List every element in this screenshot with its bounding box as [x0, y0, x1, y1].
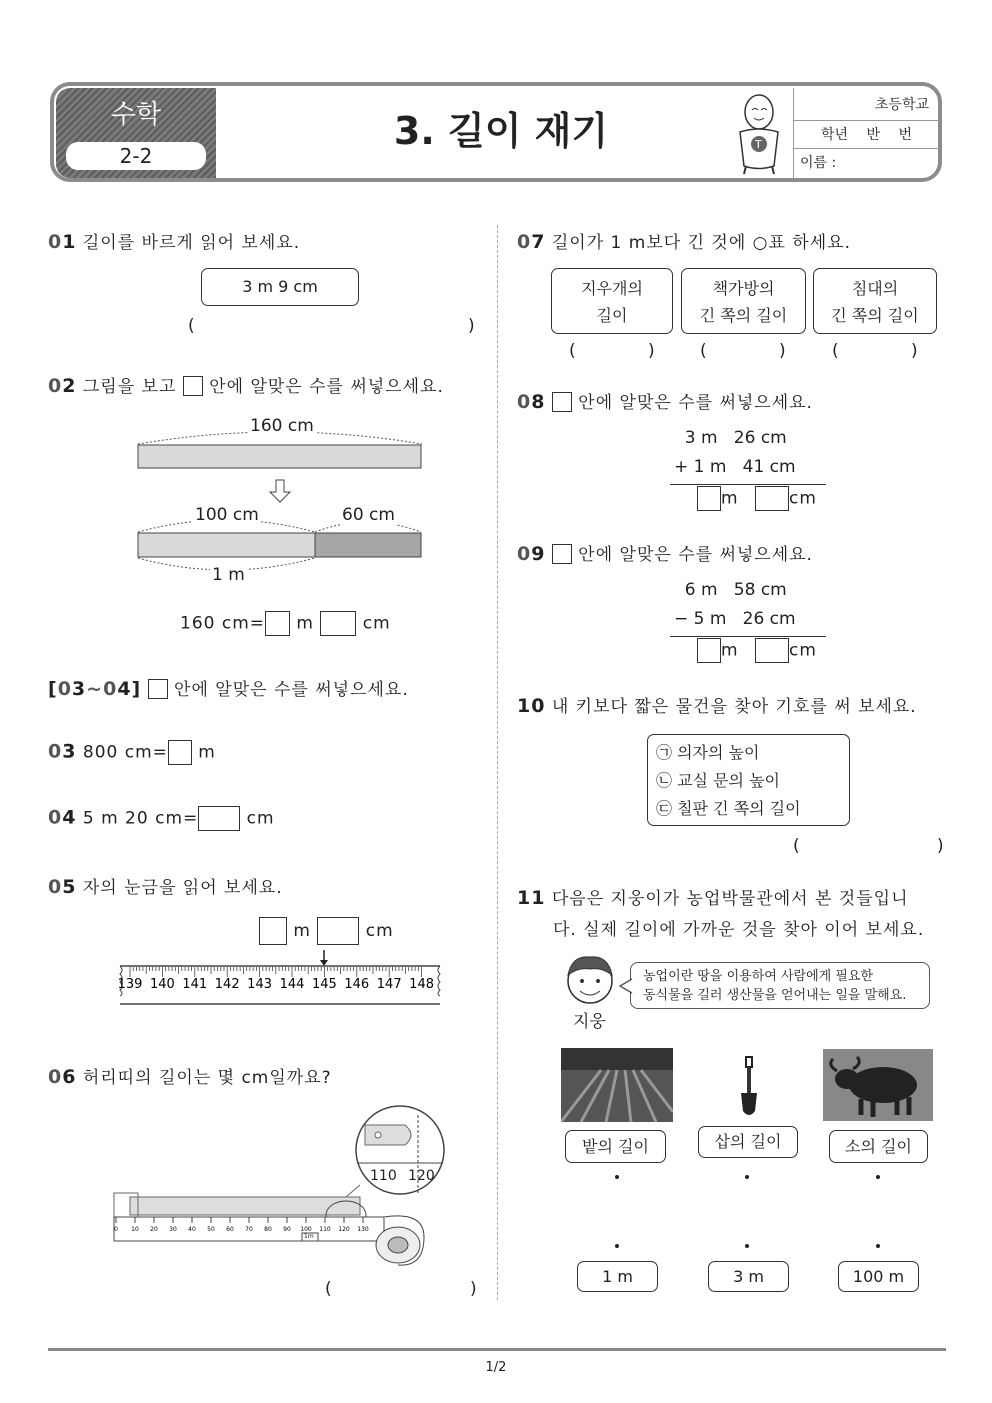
question-05: 05 자의 눈금을 읽어 보세요.: [48, 876, 283, 898]
q08-answer: m cm: [697, 486, 817, 511]
question-11-line-2: 다. 실제 길이에 가까운 것을 찾아 이어 보세요.: [553, 920, 925, 940]
tape-tick-label: 80: [264, 1226, 272, 1233]
question-number: 04: [48, 806, 77, 829]
connect-dot[interactable]: [615, 1175, 619, 1179]
ruler-tick-label: 145: [311, 977, 337, 992]
ruler-tick-label: 141: [182, 977, 208, 992]
tape-tick-label: 70: [245, 1226, 253, 1233]
question-number: 10: [517, 695, 546, 717]
blank-box-icon: [552, 544, 572, 564]
question-text: 길이를 바르게 읽어 보세요.: [82, 233, 301, 253]
question-09: 09 안에 알맞은 수를 써넣으세요.: [517, 543, 813, 565]
shovel-photo: [729, 1055, 769, 1119]
blank-box-icon: [148, 679, 168, 699]
answer-box[interactable]: [168, 740, 192, 765]
connect-dot[interactable]: [876, 1244, 880, 1248]
connect-dot[interactable]: [876, 1175, 880, 1179]
answer-close-paren: ): [648, 341, 655, 361]
label-shovel-length: 삽의 길이: [698, 1126, 798, 1158]
answer-box[interactable]: [317, 917, 359, 945]
answer-close-paren: ): [470, 1279, 477, 1299]
ox-photo: [823, 1049, 933, 1121]
ruler: [118, 948, 442, 1012]
school-label: 초등학교: [874, 97, 929, 113]
question-number: 08: [517, 391, 546, 413]
question-03-04-instruction: [03~04] 안에 알맞은 수를 써넣으세요.: [48, 678, 409, 700]
tape-tick-label: 90: [283, 1226, 291, 1233]
bottom-length-label: 1 m: [212, 565, 245, 585]
connect-dot[interactable]: [745, 1175, 749, 1179]
answer-close-paren: ): [468, 316, 475, 336]
answer-box[interactable]: [320, 611, 356, 636]
q02-equation: 160 cm= m cm: [180, 611, 391, 636]
answer-box[interactable]: [697, 486, 721, 511]
question-number: 05: [48, 876, 77, 898]
zoom-tick-120: 120: [408, 1168, 435, 1184]
question-07: 07 길이가 1 m보다 긴 것에 ○표 하세요.: [517, 231, 851, 253]
answer-3m: 3 m: [708, 1261, 789, 1292]
tape-tick-label: 20: [150, 1226, 158, 1233]
question-06: 06 허리띠의 길이는 몇 cm일까요?: [48, 1066, 332, 1088]
question-range: [03~04]: [48, 678, 142, 700]
speech-bubble: 농업이란 땅을 이용하여 사람에게 필요한 동식물을 길러 생산물을 얻어내는 일을 말해요.: [630, 962, 930, 1009]
footer-rule: [48, 1348, 946, 1351]
tape-tick-label: 110: [319, 1226, 331, 1233]
ruler-pointer-icon: [320, 960, 328, 966]
question-number: 01: [48, 231, 77, 253]
q08-row-2: + 1 m 41 cm: [674, 457, 796, 477]
ruler-tick-label: 142: [214, 977, 240, 992]
q10-item-list: [647, 734, 850, 826]
answer-open-paren: (: [188, 316, 195, 336]
tape-tick-label: 50: [207, 1226, 215, 1233]
ruler-tick-label: 143: [247, 977, 273, 992]
answer-box[interactable]: [697, 638, 721, 663]
answer-box[interactable]: [265, 611, 290, 636]
tape-tick-label: 130: [357, 1226, 369, 1233]
answer-open-paren: (: [569, 341, 576, 361]
tape-tick-label: 0: [114, 1226, 118, 1233]
tape-tick-label: 10: [131, 1226, 139, 1233]
question-number: 02: [48, 375, 77, 397]
q07-option-3: 침대의 긴 쪽의 길이: [813, 268, 937, 334]
q08-row-1: 3 m 26 cm: [674, 428, 787, 448]
answer-box[interactable]: [755, 486, 789, 511]
q07-option-1: 지우개의 길이: [551, 268, 673, 334]
blank-box-icon: [183, 376, 203, 396]
answer-open-paren: (: [700, 341, 707, 361]
question-03: 03 800 cm= m: [48, 740, 216, 765]
page-title: 3. 길이 재기: [393, 109, 609, 153]
question-01: [48, 228, 300, 253]
q10-item: ㉡ 교실 문의 높이: [656, 771, 780, 790]
boy-face-icon: [558, 955, 622, 1005]
field-photo: [561, 1048, 673, 1122]
tape-1m-mark: 1m: [304, 1233, 314, 1240]
bar-diagram: [130, 412, 430, 587]
q08-sum-line: [670, 484, 826, 485]
label-field-length: 밭의 길이: [565, 1130, 666, 1163]
tape-tick-label: 40: [188, 1226, 196, 1233]
grade-label: 2-2: [66, 142, 206, 170]
answer-open-paren: (: [832, 341, 839, 361]
right-length-label: 60 cm: [342, 505, 395, 525]
answer-box[interactable]: [198, 806, 240, 831]
answer-close-paren: ): [779, 341, 786, 361]
answer-close-paren: ): [911, 341, 918, 361]
q01-value-box: 3 m 9 cm: [201, 268, 359, 306]
tape-tick-label: 60: [226, 1226, 234, 1233]
zoom-tick-110: 110: [370, 1168, 397, 1184]
belt-tape-diagram: [110, 1105, 450, 1273]
tape-tick-label: 120: [338, 1226, 350, 1233]
svg-text:T: T: [755, 138, 762, 151]
page-number: 1/2: [485, 1360, 507, 1375]
answer-close-paren: ): [937, 836, 944, 856]
student-info-box: [793, 88, 939, 178]
blank-box-icon: [552, 392, 572, 412]
label-ox-length: 소의 길이: [829, 1130, 928, 1163]
mascot-icon: [728, 90, 790, 176]
question-10: 10 내 키보다 짧은 물건을 찾아 기호를 써 보세요.: [517, 695, 917, 717]
q05-answer: m cm: [259, 917, 394, 945]
q10-item: ㉢ 칠판 긴 쪽의 길이: [656, 799, 801, 818]
top-length-label: 160 cm: [250, 416, 314, 436]
ruler-tick-label: 146: [344, 977, 370, 992]
q09-answer: m cm: [697, 638, 817, 663]
question-number: 11: [517, 887, 546, 909]
answer-open-paren: (: [793, 836, 800, 856]
q09-row-1: 6 m 58 cm: [674, 580, 787, 600]
question-04: 04 5 m 20 cm= cm: [48, 806, 275, 831]
question-11: 11 다음은 지웅이가 농업박물관에서 본 것들입니: [517, 887, 909, 909]
speech-tail-icon: [619, 978, 633, 994]
q09-sum-line: [670, 636, 826, 637]
connect-dot[interactable]: [745, 1244, 749, 1248]
class-label: 학년 반 번: [794, 120, 939, 149]
question-number: 07: [517, 231, 546, 253]
subject-name: 수학: [110, 100, 162, 130]
ruler-tick-label: 139: [118, 977, 143, 992]
question-number: 03: [48, 740, 77, 763]
ruler-tick-label: 148: [409, 977, 435, 992]
ruler-tick-label: 144: [279, 977, 305, 992]
question-02: 02 그림을 보고 안에 알맞은 수를 써넣으세요.: [48, 375, 444, 397]
connect-dot[interactable]: [615, 1244, 619, 1248]
ruler-tick-label: 140: [149, 977, 175, 992]
answer-100m: 100 m: [838, 1261, 919, 1292]
ruler-tick-label: 147: [376, 977, 402, 992]
q10-item: ㉠ 의자의 높이: [656, 743, 760, 762]
answer-box[interactable]: [259, 917, 287, 945]
answer-1m: 1 m: [577, 1261, 658, 1292]
answer-box[interactable]: [755, 638, 789, 663]
question-08: 08 안에 알맞은 수를 써넣으세요.: [517, 391, 813, 413]
tape-tick-label: 100: [300, 1226, 312, 1233]
q07-option-2: 책가방의 긴 쪽의 길이: [681, 268, 806, 334]
tape-tick-label: 30: [169, 1226, 177, 1233]
question-number: 09: [517, 543, 546, 565]
left-length-label: 100 cm: [195, 505, 259, 525]
character-name: 지웅: [573, 1012, 606, 1032]
name-label: 이름 :: [794, 148, 939, 176]
q09-row-2: − 5 m 26 cm: [674, 609, 796, 629]
column-divider: [497, 225, 498, 1300]
question-number: 06: [48, 1066, 77, 1088]
answer-open-paren: (: [325, 1279, 332, 1299]
